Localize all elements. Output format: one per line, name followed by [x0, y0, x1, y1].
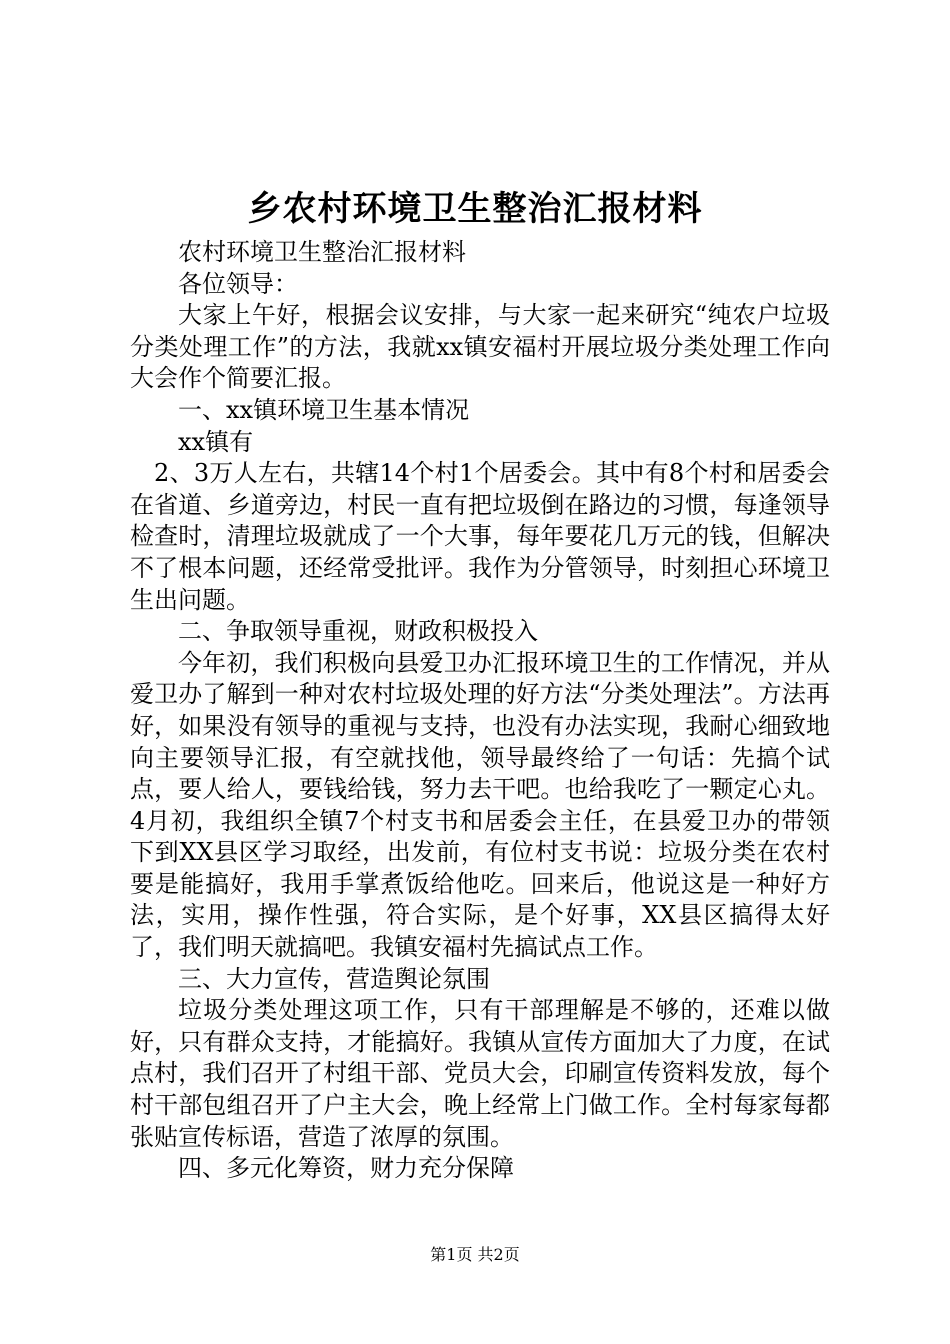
section-heading-4: 四、多元化筹资，财力充分保障: [178, 1154, 514, 1183]
section-heading-3: 三、大力宣传，营造舆论氛围: [178, 964, 490, 993]
section-heading-2: 二、争取领导重视，财政积极投入: [178, 617, 538, 646]
document-title: 乡农村环境卫生整治汇报材料: [247, 189, 703, 229]
paragraph: 2、3万人左右，共辖14个村1个居委会。其中有8个村和居委会在省道、乡道旁边，村民一直有把垃圾倒在路边的习惯，每逢领导检查时，清理垃圾就成了一个大事，每年要花几万元的钱，但解决不了根本问题，还经常受批评。我作为分管领导，时刻担心环境卫生出问题。: [130, 459, 830, 614]
section-heading-1: 一、xx镇环境卫生基本情况: [178, 395, 470, 424]
paragraph-opening: 大家上午好，根据会议安排，与大家一起来研究“纯农户垃圾分类处理工作”的方法，我就xx镇安福村开展垃圾分类处理工作向大会作个简要汇报。: [130, 301, 830, 393]
paragraph: 今年初，我们积极向县爱卫办汇报环境卫生的工作情况，并从爱卫办了解到一种对农村垃圾处理的好方法“分类处理法”。方法再好，如果没有领导的重视与支持，也没有办法实现，我耐心细致地向主要领导汇报，有空就找他，领导最终给了一句话：先搞个试点，要人给人，要钱给钱，努力去干吧。也给我吃了一颗定心丸。4月初，我组织全镇7个村支书和居委会主任，在县爱卫办的带领下到XX县区学习取经，出发前，有位村支书说：垃圾分类在农村要是能搞好，我用手掌煮饭给他吃。回来后，他说这是一种好方法，实用，操作性强，符合实际，是个好事，XX县区搞得太好了，我们明天就搞吧。我镇安福村先搞试点工作。: [130, 648, 830, 962]
paragraph-salutation: 各位领导：: [178, 269, 298, 298]
page-number-footer: 第1页 共2页: [430, 1245, 520, 1264]
paragraph-subtitle: 农村环境卫生整治汇报材料: [178, 238, 466, 266]
paragraph: xx镇有: [178, 427, 254, 456]
document-body: [130, 237, 830, 1185]
paragraph: 垃圾分类处理这项工作，只有干部理解是不够的，还难以做好，只有群众支持，才能搞好。我镇从宣传方面加大了力度，在试点村，我们召开了村组干部、党员大会，印刷宣传资料发放，每个村干部包组召开了户主大会，晚上经常上门做工作。全村每家每都张贴宣传标语，营造了浓厚的氛围。: [130, 996, 830, 1151]
